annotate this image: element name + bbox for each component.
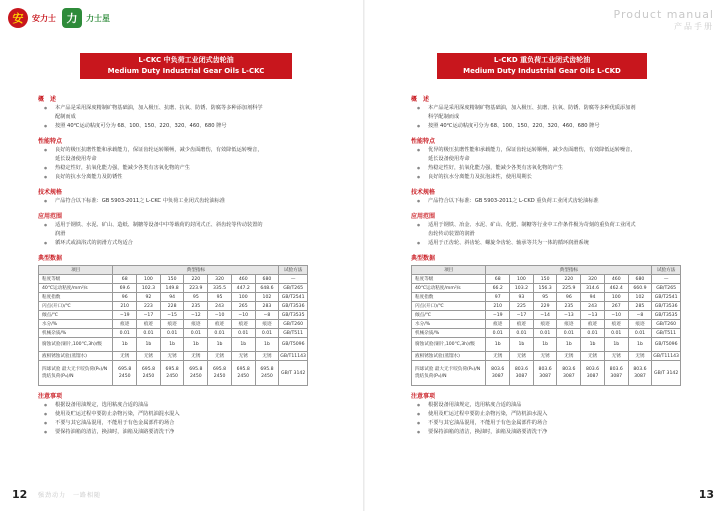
table-cell: 0.01 xyxy=(255,329,279,338)
table-row xyxy=(412,275,681,284)
table-cell: GB/T511 xyxy=(279,329,308,338)
table-cell: 102.3 xyxy=(137,284,161,293)
table-cell: 液相锈蚀试验(蒸馏水) xyxy=(412,352,486,361)
table-cell: −10 xyxy=(208,311,232,320)
table-cell: 倾点/℃ xyxy=(39,311,113,320)
section-title: 注意事项 xyxy=(38,393,63,400)
table-cell: GB/T265 xyxy=(652,284,681,293)
table-cell: 无锈 xyxy=(160,352,184,361)
text-continuation: 延长设备使用寿命 xyxy=(55,156,97,162)
table-cell: 69.6 xyxy=(113,284,137,293)
table-cell: GB/T3535 xyxy=(652,311,681,320)
table-cell: 0.01 xyxy=(581,329,605,338)
table-cell: 235 xyxy=(557,302,581,311)
text-continuation: 配制而成 xyxy=(55,114,76,120)
bullet-item: ● 适用于钢铁、水泥、矿山、造纸、制糖等设备中中等载荷的封闭式正、斜齿轮等传动装置的 xyxy=(38,221,308,230)
section-title: 性能特点 xyxy=(38,138,63,145)
section-title: 应用范围 xyxy=(38,213,63,220)
table-cell: 95 xyxy=(208,293,232,302)
table-cell: −12 xyxy=(184,311,208,320)
table-cell: 220 xyxy=(184,275,208,284)
table-row xyxy=(39,329,308,338)
typical-data-table xyxy=(411,265,681,386)
table-cell: 803.6 3087 xyxy=(557,361,581,386)
table-cell: 1b xyxy=(231,338,255,352)
right-title-en: Medium Duty Industrial Gear Oils L-CKD xyxy=(463,67,621,75)
section-title: 技术规格 xyxy=(38,189,63,196)
table-cell: 无锈 xyxy=(137,352,161,361)
table-cell: GB/T511 xyxy=(652,329,681,338)
table-cell: 闪点(开口)/℃ xyxy=(412,302,486,311)
table-cell: 40℃运动粘度/mm²/s xyxy=(412,284,486,293)
bullet-item: ● 按照 40℃运动粘度可分为 68、100、150、220、320、460、680 牌号 xyxy=(411,122,681,131)
bullet-item: ● 优异的极压抗磨性能和承载能力，保证齿轮运转顺畅，减少齿面磨伤，有效降低运转噪音， xyxy=(411,146,681,155)
table-cell: 倾点/℃ xyxy=(412,311,486,320)
table-cell: 0.01 xyxy=(533,329,557,338)
table-cell: −13 xyxy=(581,311,605,320)
table-cell: 0.01 xyxy=(231,329,255,338)
table-cell: 100 xyxy=(510,275,534,284)
table-cell: −17 xyxy=(510,311,534,320)
section-title: 概 述 xyxy=(38,96,57,103)
table-cell: 痕迹 xyxy=(160,320,184,329)
bullet-item: ● 产品符合以下标准：GB 5903-2011之 L-CKC 中负荷工业闭式齿轮油标准 xyxy=(38,197,308,206)
table-cell: 1b xyxy=(628,338,652,352)
table-cell: 1b xyxy=(533,338,557,352)
table-cell: 223.9 xyxy=(184,284,208,293)
brand-a-emblem-icon: 安 xyxy=(8,8,28,28)
table-cell: 痕迹 xyxy=(184,320,208,329)
table-cell: 225 xyxy=(510,302,534,311)
table-cell: 695.8 2450 xyxy=(208,361,232,386)
table-cell: 0.01 xyxy=(628,329,652,338)
bullet-item: ● 要保持油箱的清洁，换油时，油箱及油路要清洗干净 xyxy=(38,428,308,437)
table-cell: −10 xyxy=(231,311,255,320)
table-cell: 103.2 xyxy=(510,284,534,293)
table-cell: 102 xyxy=(628,293,652,302)
table-cell: 243 xyxy=(208,302,232,311)
table-cell: 95 xyxy=(184,293,208,302)
left-title-cn: L-CKC 中负荷工业闭式齿轮油 xyxy=(138,56,234,64)
table-cell: 97 xyxy=(486,293,510,302)
bullet-item: ● 不要与其它油品混用，不能用于有色金属部件的场合 xyxy=(38,419,308,428)
table-cell: 68 xyxy=(486,275,510,284)
table-row xyxy=(412,302,681,311)
bullet-item: ● 循环式或油浴式的润滑方式均适合 xyxy=(38,239,308,248)
table-cell: 无锈 xyxy=(231,352,255,361)
table-cell: 243 xyxy=(581,302,605,311)
typical-data-table xyxy=(38,265,308,386)
table-cell: 225.9 xyxy=(557,284,581,293)
table-cell: −17 xyxy=(137,311,161,320)
table-cell: 液相锈蚀试验(蒸馏水) xyxy=(39,352,113,361)
table-cell: 229 xyxy=(533,302,557,311)
table-cell: 447.2 xyxy=(231,284,255,293)
table-cell: 680 xyxy=(628,275,652,284)
table-cell: GB/T3535 xyxy=(279,311,308,320)
table-cell: 四球试验 最大无卡咬负荷(P₀)/N 烧结负荷(P₀)/N xyxy=(39,361,113,386)
table-cell: 150 xyxy=(160,275,184,284)
table-cell: 痕迹 xyxy=(231,320,255,329)
bullet-item: ● 良好的抗水分离能力及防锈性 xyxy=(38,173,308,182)
table-row xyxy=(412,352,681,361)
table-cell: 痕迹 xyxy=(208,320,232,329)
table-row xyxy=(412,284,681,293)
text-continuation: 齿轮传动装置的润滑 xyxy=(428,231,475,237)
bullet-item: ● 适用于正齿轮、斜齿轮、螺旋伞齿轮、轴承等共为一体的循环润滑系统 xyxy=(411,239,681,248)
text-continuation: 润滑 xyxy=(55,231,66,237)
table-cell: 100 xyxy=(231,293,255,302)
section-title: 概 述 xyxy=(411,96,430,103)
table-cell: 痕迹 xyxy=(533,320,557,329)
table-cell: GB/T11143 xyxy=(653,353,679,359)
bullet-item: ● 本产品是采用深度精制矿物基础油，加入极压、抗磨、抗氧、防锈、防腐等多种添加剂科学 xyxy=(38,104,308,113)
bullet-item: ● 热稳定性好，抗氧化能力强，能减少各类有害氧化物的产生 xyxy=(38,164,308,173)
table-cell: 803.6 3087 xyxy=(581,361,605,386)
table-row xyxy=(39,311,308,320)
brand-b-leaf-icon: 力 xyxy=(62,8,82,28)
table-cell: 460 xyxy=(604,275,628,284)
table-cell: 无锈 xyxy=(113,352,137,361)
table-cell: −14 xyxy=(533,311,557,320)
table-cell: 0.01 xyxy=(113,329,137,338)
table-cell: 无锈 xyxy=(208,352,232,361)
bullet-item: ● 良好的极压抗磨性能和承载能力，保证齿轮运转顺畅，减少齿面磨伤，有效降低运转噪音， xyxy=(38,146,308,155)
table-cell: 痕迹 xyxy=(510,320,534,329)
table-cell: 0.01 xyxy=(604,329,628,338)
table-cell: 680 xyxy=(255,275,279,284)
table-row xyxy=(39,284,308,293)
table-cell: GB/T265 xyxy=(279,284,308,293)
table-cell: 150 xyxy=(533,275,557,284)
table-cell: 100 xyxy=(137,275,161,284)
table-cell: 695.8 2450 xyxy=(184,361,208,386)
table-cell: GB/T2541 xyxy=(652,293,681,302)
section-title: 典型数据 xyxy=(411,255,436,262)
table-cell: 695.8 2450 xyxy=(113,361,137,386)
table-cell: GB/T3536 xyxy=(279,302,308,311)
table-row xyxy=(39,338,308,352)
table-cell: 210 xyxy=(113,302,137,311)
table-cell: 223 xyxy=(137,302,161,311)
table-cell: 粘度指数 xyxy=(412,293,486,302)
bullet-item: ● 本产品是采用深度精制矿物基础油，加入极压、抗磨、抗氧、防锈、防腐等多种优质添加剂 xyxy=(411,104,681,113)
bullet-item: ● 产品符合以下标准：GB 5903-2011之 L-CKD 重负荷工业闭式齿轮油标准 xyxy=(411,197,681,206)
table-cell: GB/T 3142 xyxy=(652,361,681,386)
section-title: 典型数据 xyxy=(38,255,63,262)
table-cell: 93 xyxy=(510,293,534,302)
table-cell: 335.5 xyxy=(208,284,232,293)
table-row xyxy=(412,311,681,320)
table-cell: 0.01 xyxy=(557,329,581,338)
table-cell: 100 xyxy=(604,293,628,302)
page-gutter xyxy=(363,0,365,511)
table-cell: 1b xyxy=(581,338,605,352)
table-cell: 695.8 2450 xyxy=(160,361,184,386)
bullet-item: ● 使用及贮运过程中要防止杂物污染，严防机油水混入 xyxy=(411,410,681,419)
table-cell: 1b xyxy=(255,338,279,352)
table-cell: 95 xyxy=(533,293,557,302)
table-cell: 无锈 xyxy=(628,352,652,361)
table-cell: 803.6 3087 xyxy=(604,361,628,386)
section-title: 性能特点 xyxy=(411,138,436,145)
table-cell: 痕迹 xyxy=(113,320,137,329)
table-cell: 320 xyxy=(581,275,605,284)
table-cell: 无锈 xyxy=(184,352,208,361)
table-cell: 无锈 xyxy=(533,352,557,361)
table-row xyxy=(39,352,308,361)
table-cell: 痕迹 xyxy=(604,320,628,329)
table-cell: GB/T11143 xyxy=(280,353,306,359)
table-cell: 462.4 xyxy=(604,284,628,293)
table-cell: — xyxy=(652,275,681,284)
table-cell: 0.01 xyxy=(137,329,161,338)
table-cell: 228 xyxy=(160,302,184,311)
table-cell: −15 xyxy=(160,311,184,320)
table-cell: GB/T3536 xyxy=(652,302,681,311)
table-cell: 695.8 2450 xyxy=(137,361,161,386)
table-cell: −19 xyxy=(486,311,510,320)
table-row xyxy=(412,329,681,338)
table-cell: 94 xyxy=(160,293,184,302)
table-cell: 无锈 xyxy=(581,352,605,361)
table-cell: 803.6 3087 xyxy=(486,361,510,386)
table-cell: 94 xyxy=(581,293,605,302)
table-header-method: 试验方法 xyxy=(652,266,681,275)
table-cell: 腐蚀试验(铜片,100℃,3h)/级 xyxy=(412,338,486,352)
table-row xyxy=(39,275,308,284)
table-cell: 220 xyxy=(557,275,581,284)
table-cell: 水分/% xyxy=(39,320,113,329)
table-cell: 无锈 xyxy=(486,352,510,361)
table-header-method: 试验方法 xyxy=(279,266,308,275)
left-title-en: Medium Duty Industrial Gear Oils L-CKC xyxy=(107,67,265,75)
table-cell: 1b xyxy=(510,338,534,352)
right-title-bar xyxy=(437,53,647,79)
table-cell: 无锈 xyxy=(557,352,581,361)
brand-a-name: 安力士 xyxy=(32,13,56,23)
table-row xyxy=(412,338,681,352)
table-cell: 粘度等级 xyxy=(39,275,113,284)
bullet-item: ● 按照 40℃运动粘度可分为 68、100、150、220、320、460、680 牌号 xyxy=(38,122,308,131)
table-cell: 1b xyxy=(113,338,137,352)
bullet-item: ● 良好的抗水分离能力及抗泡沫性，使用周期长 xyxy=(411,173,681,182)
table-row xyxy=(39,361,308,386)
bullet-item: ● 不要与其它油品混用，不能用于有色金属部件的场合 xyxy=(411,419,681,428)
table-cell: 闪点(开口)/℃ xyxy=(39,302,113,311)
table-cell: 0.01 xyxy=(510,329,534,338)
table-cell: 265 xyxy=(231,302,255,311)
bullet-item: ● 根据设备用油规定，选用粘度合适的油品 xyxy=(38,401,308,410)
table-cell: −10 xyxy=(604,311,628,320)
table-cell: 0.01 xyxy=(184,329,208,338)
bullet-item: ● 热稳定性好，抗氧化能力强，能减少各类有害氧化物的产生 xyxy=(411,164,681,173)
page-number-right: 13 xyxy=(698,488,714,501)
table-cell: 695.8 2450 xyxy=(231,361,255,386)
table-header-typical: 典型指标 xyxy=(486,266,652,275)
table-cell: GB/T260 xyxy=(652,320,681,329)
footer-slogan: 强劲动力 一路相随 xyxy=(38,492,102,499)
brand-logo-a xyxy=(8,7,56,29)
table-cell: 283 xyxy=(255,302,279,311)
table-cell: −19 xyxy=(113,311,137,320)
table-cell: 660.9 xyxy=(628,284,652,293)
table-cell: 无锈 xyxy=(510,352,534,361)
brand-logo-b xyxy=(62,7,110,29)
bullet-item: ● 要保持油箱的清洁，换油时，油箱及油路要清洗干净 xyxy=(411,428,681,437)
table-cell: −8 xyxy=(628,311,652,320)
right-content xyxy=(411,95,681,437)
left-title-bar xyxy=(80,53,292,79)
table-cell: 96 xyxy=(557,293,581,302)
table-header-item: 项目 xyxy=(412,266,486,275)
table-cell: 96 xyxy=(113,293,137,302)
table-row xyxy=(412,320,681,329)
table-cell: 1b xyxy=(557,338,581,352)
table-cell: 痕迹 xyxy=(255,320,279,329)
bullet-item: ● 适用于钢铁、冶金、水泥、矿山、化肥、制糖等行业中工作条件极为苛刻的重负荷工业闭式 xyxy=(411,221,681,230)
table-cell: 痕迹 xyxy=(581,320,605,329)
table-cell: 803.6 3087 xyxy=(628,361,652,386)
table-cell: 102 xyxy=(255,293,279,302)
left-content xyxy=(38,95,308,437)
table-cell: 痕迹 xyxy=(486,320,510,329)
table-cell: −13 xyxy=(557,311,581,320)
table-header-item: 项目 xyxy=(39,266,113,275)
table-cell: 66.2 xyxy=(486,284,510,293)
table-cell: 水分/% xyxy=(412,320,486,329)
table-cell: 0.01 xyxy=(208,329,232,338)
right-title-cn: L-CKD 重负荷工业闭式齿轮油 xyxy=(493,56,591,64)
text-continuation: 科学配制而成 xyxy=(428,114,460,120)
manual-title-cn: 产品手册 xyxy=(674,22,714,31)
table-row xyxy=(39,320,308,329)
table-cell: 无锈 xyxy=(255,352,279,361)
manual-title-en: Product manual xyxy=(613,8,714,21)
table-cell: 1b xyxy=(160,338,184,352)
bullet-item: ● 使用及贮运过程中要防止杂物污染，严防机油混水混入 xyxy=(38,410,308,419)
table-row xyxy=(39,302,308,311)
table-cell: — xyxy=(279,275,308,284)
table-cell: 648.6 xyxy=(255,284,279,293)
table-row xyxy=(412,361,681,386)
table-cell: 803.6 3087 xyxy=(533,361,557,386)
table-cell: 1b xyxy=(137,338,161,352)
table-cell: 0.01 xyxy=(486,329,510,338)
table-cell: 1b xyxy=(184,338,208,352)
table-row xyxy=(412,293,681,302)
table-cell: 267 xyxy=(604,302,628,311)
table-cell: 803.6 3087 xyxy=(510,361,534,386)
table-cell: 156.3 xyxy=(533,284,557,293)
table-cell: GB/T260 xyxy=(279,320,308,329)
table-cell: 92 xyxy=(137,293,161,302)
table-cell: 1b xyxy=(486,338,510,352)
table-cell: GB/T5096 xyxy=(279,338,308,352)
table-cell: 68 xyxy=(113,275,137,284)
page-number-left: 12 xyxy=(12,488,28,501)
table-cell: GB/T 3142 xyxy=(279,361,308,386)
brand-b-name: 力士星 xyxy=(86,13,110,23)
table-cell: 机械杂质/% xyxy=(412,329,486,338)
table-cell: 粘度指数 xyxy=(39,293,113,302)
table-cell: 痕迹 xyxy=(137,320,161,329)
table-cell: 无锈 xyxy=(604,352,628,361)
table-cell: −8 xyxy=(255,311,279,320)
table-row xyxy=(39,293,308,302)
table-cell: 40℃运动粘度/mm²/s xyxy=(39,284,113,293)
section-title: 技术规格 xyxy=(411,189,436,196)
table-header-typical: 典型指标 xyxy=(113,266,279,275)
table-cell: 痕迹 xyxy=(628,320,652,329)
text-continuation: 延长设备使用寿命 xyxy=(428,156,470,162)
table-cell: 机械杂质/% xyxy=(39,329,113,338)
table-cell: 314.6 xyxy=(581,284,605,293)
table-cell: 285 xyxy=(628,302,652,311)
table-cell: 210 xyxy=(486,302,510,311)
bullet-item: ● 根据设备用油规定，选用粘度合适的油品 xyxy=(411,401,681,410)
table-cell: 149.8 xyxy=(160,284,184,293)
manual-header xyxy=(614,8,714,32)
table-cell: GB/T2541 xyxy=(279,293,308,302)
table-cell: 腐蚀试验(铜片,100℃,3h)/级 xyxy=(39,338,113,352)
section-title: 应用范围 xyxy=(411,213,436,220)
table-cell: 1b xyxy=(208,338,232,352)
table-cell: 四球试验 最大无卡咬负荷(P₀)/N 烧结负荷(P₀)/N xyxy=(412,361,486,386)
section-title: 注意事项 xyxy=(411,393,436,400)
table-cell: 460 xyxy=(231,275,255,284)
table-cell: 1b xyxy=(604,338,628,352)
table-cell: 695.8 2450 xyxy=(255,361,279,386)
table-cell: 235 xyxy=(184,302,208,311)
table-cell: 320 xyxy=(208,275,232,284)
table-cell: GB/T5096 xyxy=(652,338,681,352)
table-cell: 0.01 xyxy=(160,329,184,338)
table-cell: 痕迹 xyxy=(557,320,581,329)
table-cell: 粘度等级 xyxy=(412,275,486,284)
